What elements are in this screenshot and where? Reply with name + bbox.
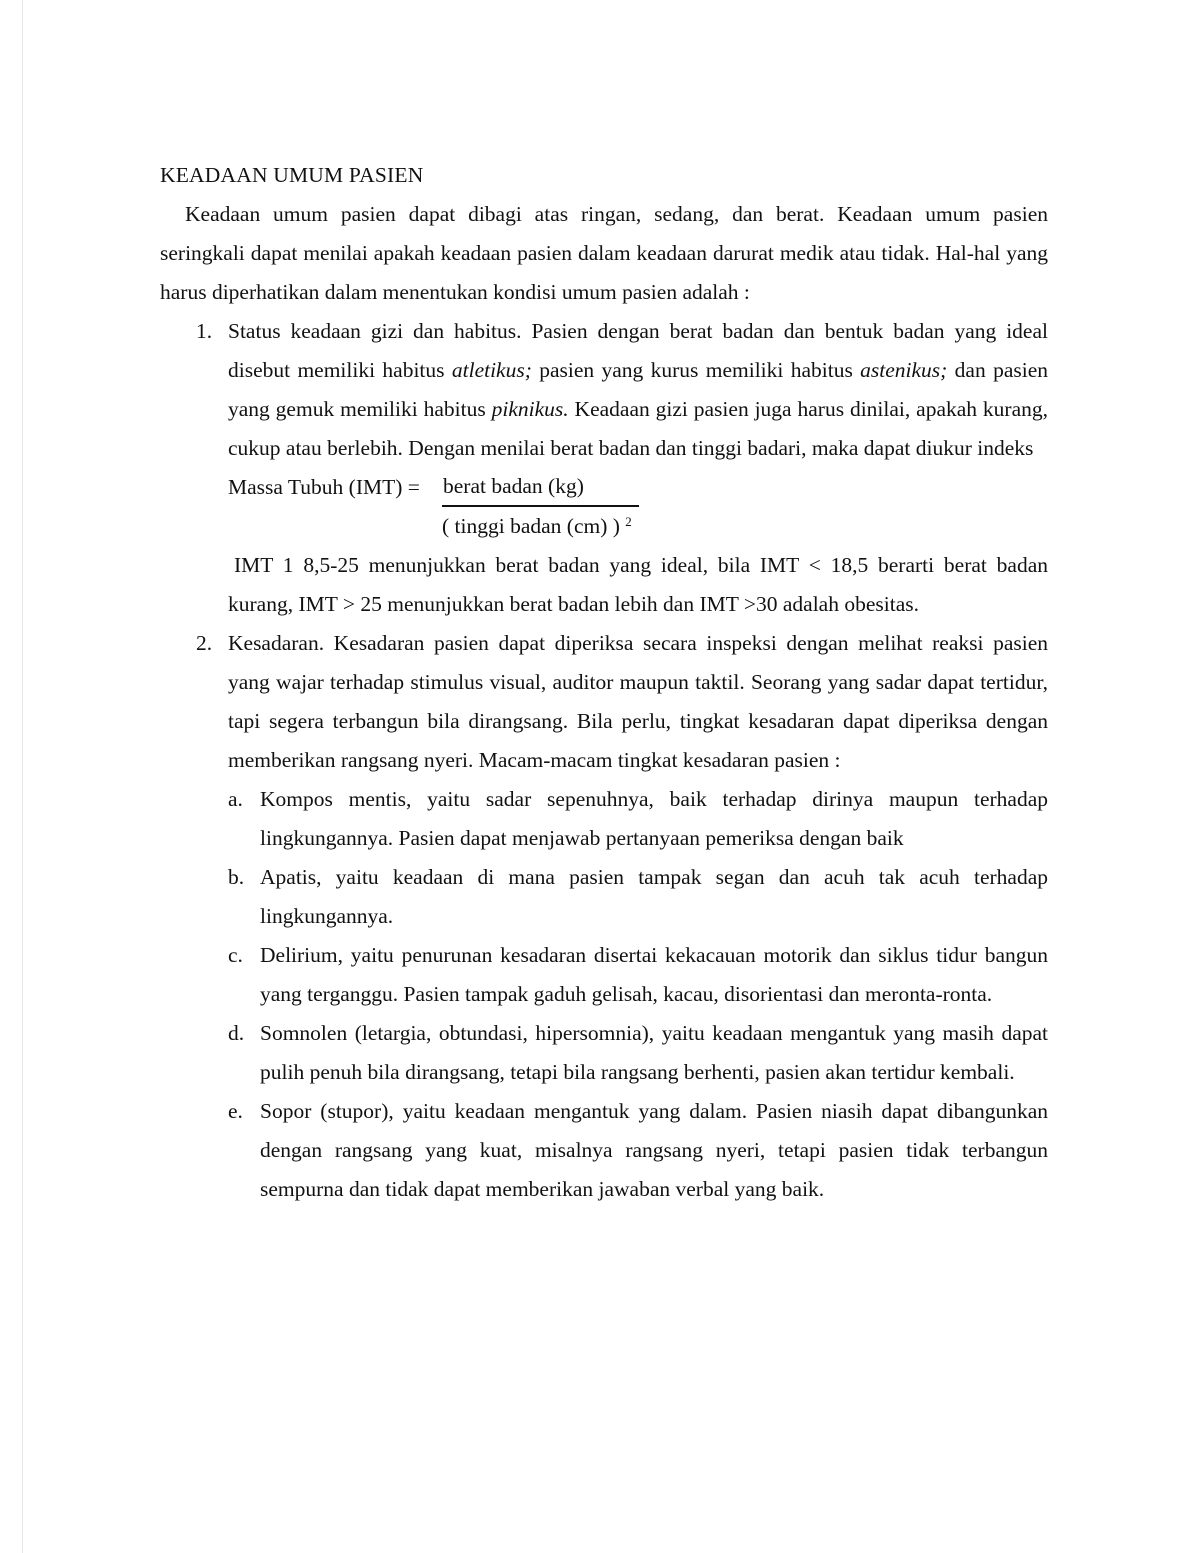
sub-letter: e.	[228, 1099, 243, 1123]
intro-paragraph: Keadaan umum pasien dapat dibagi atas ringan, sedang, dan berat. Keadaan umum pasien seringkali dapat menilai apakah keadaan pasien dalam keadaan darurat medik atau tidak. Hal-hal yang harus diperhatikan dalam menentukan kondisi umum pasien adalah :	[160, 202, 1048, 304]
sub-letter: d.	[228, 1021, 245, 1045]
term-piknikus: piknikus.	[491, 397, 569, 421]
sub-item-sopor	[228, 1092, 1048, 1209]
section-heading: KEADAAN UMUM PASIEN	[160, 163, 424, 187]
term-atletikus: atletikus;	[451, 358, 532, 382]
formula-exponent: 2	[625, 514, 632, 529]
list-item-gizi-habitus	[160, 312, 1048, 624]
text-segment: dan pasien yang gemuk memiliki habitus	[228, 358, 1048, 421]
formula-denominator	[442, 508, 632, 544]
denominator-text: ( tinggi badan (cm) )	[442, 514, 620, 538]
sub-item-text: Kompos mentis, yaitu sadar sepenuhnya, baik terhadap dirinya maupun terhadap lingkungannya. Pasien dapat menjawab pertanyaan pemeriksa dengan baik	[260, 787, 1048, 850]
sub-item-text: Delirium, yaitu penurunan kesadaran disertai kekacauan motorik dan siklus tidur bangun yang terganggu. Pasien tampak gaduh gelisah, kacau, disorientasi dan meronta-ronta.	[260, 943, 1048, 1006]
sub-item-text: Somnolen (letargia, obtundasi, hipersomnia), yaitu keadaan mengantuk yang masih dapat pulih penuh bila dirangsang, tetapi bila rangsang berhenti, pasien akan tertidur kembali.	[260, 1021, 1048, 1084]
formula-label: Massa Tubuh (IMT) =	[228, 475, 420, 499]
kesadaran-paragraph: Kesadaran. Kesadaran pasien dapat diperiksa secara inspeksi dengan melihat reaksi pasien yang wajar terhadap stimulus visual, auditor maupun taktil. Seorang yang sadar dapat tertidur, tapi segera terbangun bila dirangsang. Bila perlu, tingkat kesadaran dapat diperiksa dengan memberikan rangsang nyeri. Macam-macam tingkat kesadaran pasien :	[228, 631, 1048, 772]
sub-item-text: Sopor (stupor), yaitu keadaan mengantuk yang dalam. Pasien niasih dapat dibangunkan dengan rangsang yang kuat, misalnya rangsang nyeri, tetapi pasien tidak terbangun sempurna dan tidak dapat memberikan jawaban verbal yang baik.	[260, 1099, 1048, 1201]
imt-interpretation: IMT 1 8,5-25 menunjukkan berat badan yang ideal, bila IMT < 18,5 berarti berat badan kurang, IMT > 25 menunjukkan berat badan lebih dan IMT >30 adalah obesitas.	[228, 553, 1048, 616]
gizi-habitus-paragraph	[228, 312, 1048, 468]
formula-numerator: berat badan (kg)	[443, 474, 584, 498]
formula-fraction	[442, 468, 639, 538]
text-segment: pasien yang kurus memiliki habitus	[531, 358, 861, 382]
sub-letter: b.	[228, 865, 245, 889]
sub-item-kompos-mentis	[228, 780, 1048, 858]
sub-letter: c.	[228, 943, 243, 967]
imt-formula	[228, 468, 1048, 546]
sub-item-somnolen	[228, 1014, 1048, 1092]
sub-item-delirium	[228, 936, 1048, 1014]
list-number: 2.	[196, 631, 213, 655]
sub-item-apatis	[228, 858, 1048, 936]
page-edge-line	[22, 0, 23, 1553]
fraction-bar	[442, 505, 639, 507]
sub-item-text: Apatis, yaitu keadaan di mana pasien tampak segan dan acuh tak acuh terhadap lingkungannya.	[260, 865, 1048, 928]
list-item-kesadaran	[160, 624, 1048, 1209]
sub-letter: a.	[228, 787, 243, 811]
text-segment: Keadaan gizi pasien juga harus dinilai, apakah kurang, cukup atau berlebih. Dengan menilai berat badan dan tinggi badari, maka dapat diukur indeks	[228, 397, 1048, 460]
document-body	[160, 156, 1048, 1209]
text-segment: Status keadaan gizi dan habitus. Pasien dengan berat badan dan bentuk badan yang ideal disebut memiliki habitus	[228, 319, 1048, 382]
term-astenikus: astenikus;	[860, 358, 948, 382]
list-number: 1.	[196, 319, 213, 343]
